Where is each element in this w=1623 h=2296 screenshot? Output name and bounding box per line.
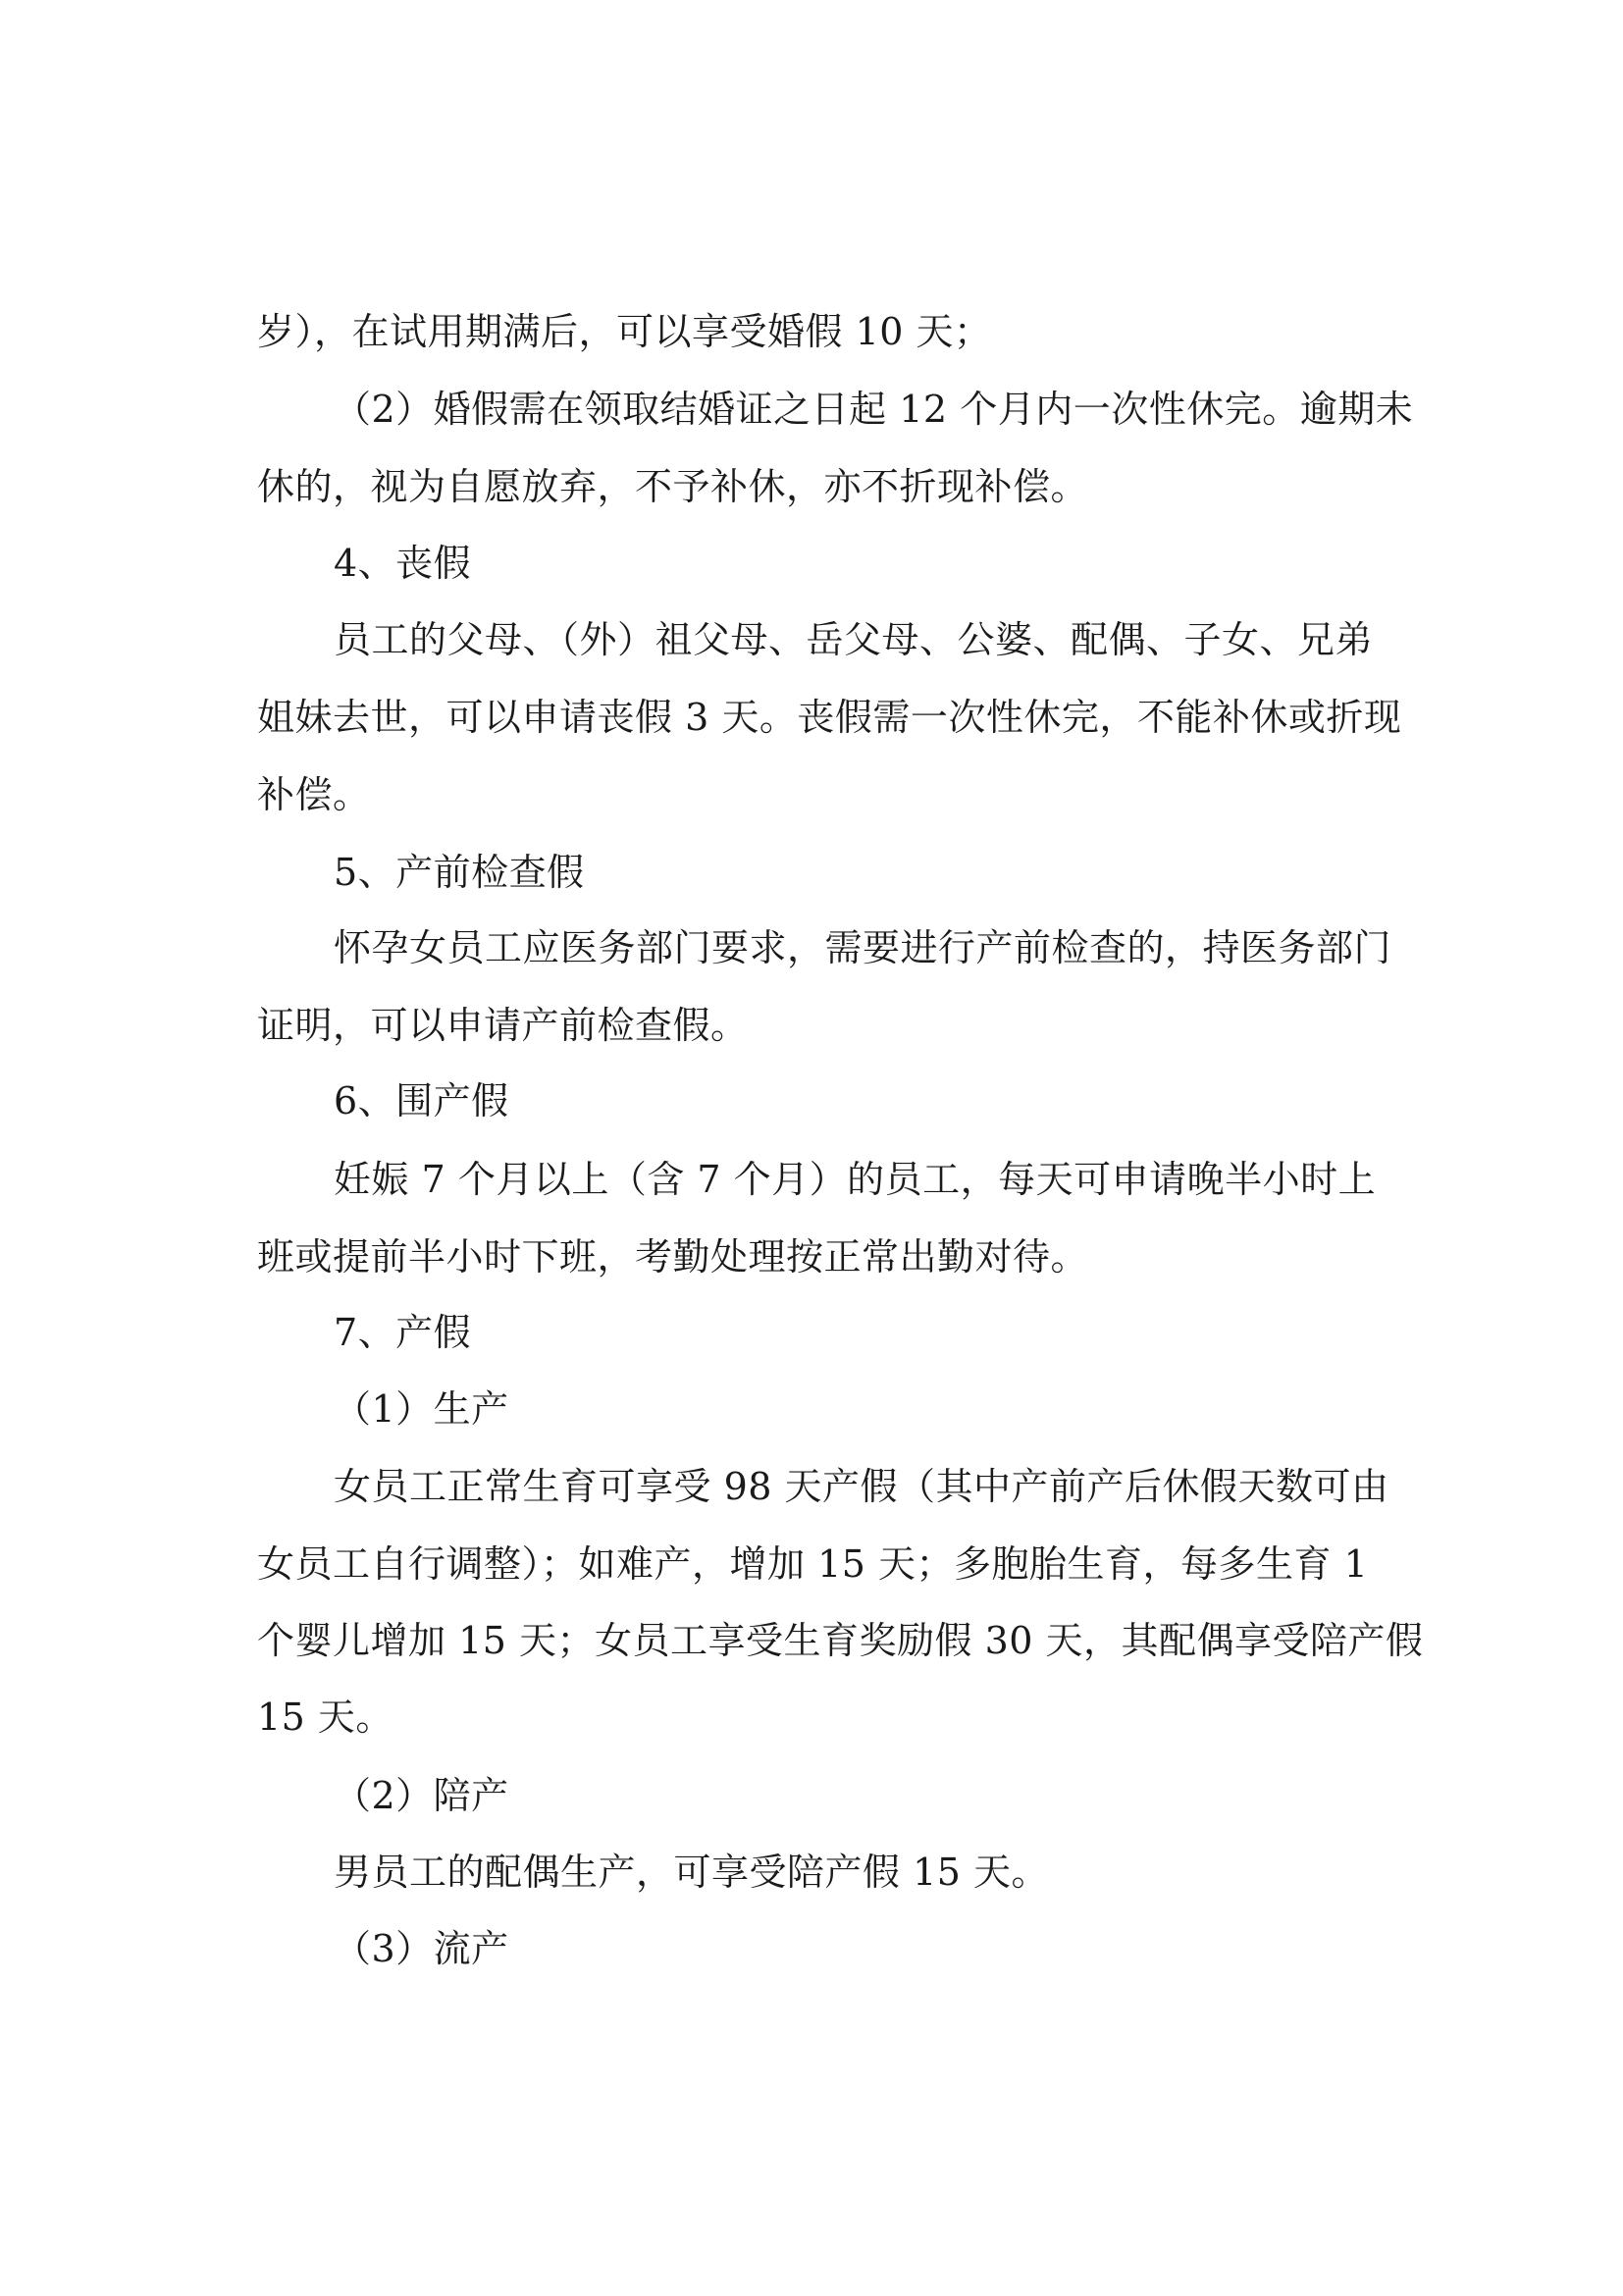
paragraph-line: 补偿。 (257, 773, 371, 816)
paragraph-line: 员工的父母、（外）祖父母、岳父母、公婆、配偶、子女、兄弟 (334, 618, 1374, 661)
paragraph-line: （2）婚假需在领取结婚证之日起 12 个月内一次性休完。逾期未 (334, 388, 1414, 431)
paragraph-line: 妊娠 7 个月以上（含 7 个月）的员工，每天可申请晚半小时上 (334, 1158, 1377, 1201)
paragraph-line: 女员工自行调整）；如难产，增加 15 天；多胞胎生育，每多生育 1 (257, 1542, 1369, 1586)
paragraph-line: 男员工的配偶生产，可享受陪产假 15 天。 (334, 1851, 1050, 1894)
section-heading: 5、产前检查假 (334, 851, 585, 894)
subsection-heading: （2）陪产 (334, 1774, 509, 1817)
section-heading: 7、产假 (334, 1311, 472, 1354)
paragraph-line: 15 天。 (257, 1696, 393, 1739)
paragraph-line: 姐妹去世，可以申请丧假 3 天。丧假需一次性休完，不能补休或折现 (257, 696, 1402, 739)
paragraph-line: 岁），在试用期满后，可以享受婚假 10 天； (257, 310, 992, 353)
paragraph-line: 班或提前半小时下班，考勤处理按正常出勤对待。 (257, 1235, 1089, 1278)
paragraph-line: 证明，可以申请产前检查假。 (257, 1004, 749, 1047)
section-heading: 4、丧假 (334, 542, 472, 585)
subsection-heading: （1）生产 (334, 1387, 509, 1431)
paragraph-line: 女员工正常生育可享受 98 天产假（其中产前产后休假天数可由 (334, 1465, 1389, 1508)
paragraph-line: 怀孕女员工应医务部门要求，需要进行产前检查的，持医务部门 (334, 926, 1392, 969)
subsection-heading: （3）流产 (334, 1927, 509, 1970)
paragraph-line: 个婴儿增加 15 天；女员工享受生育奖励假 30 天，其配偶享受陪产假 (257, 1619, 1424, 1662)
paragraph-line: 休的，视为自愿放弃，不予补休，亦不折现补偿。 (257, 465, 1089, 508)
section-heading: 6、围产假 (334, 1079, 509, 1122)
